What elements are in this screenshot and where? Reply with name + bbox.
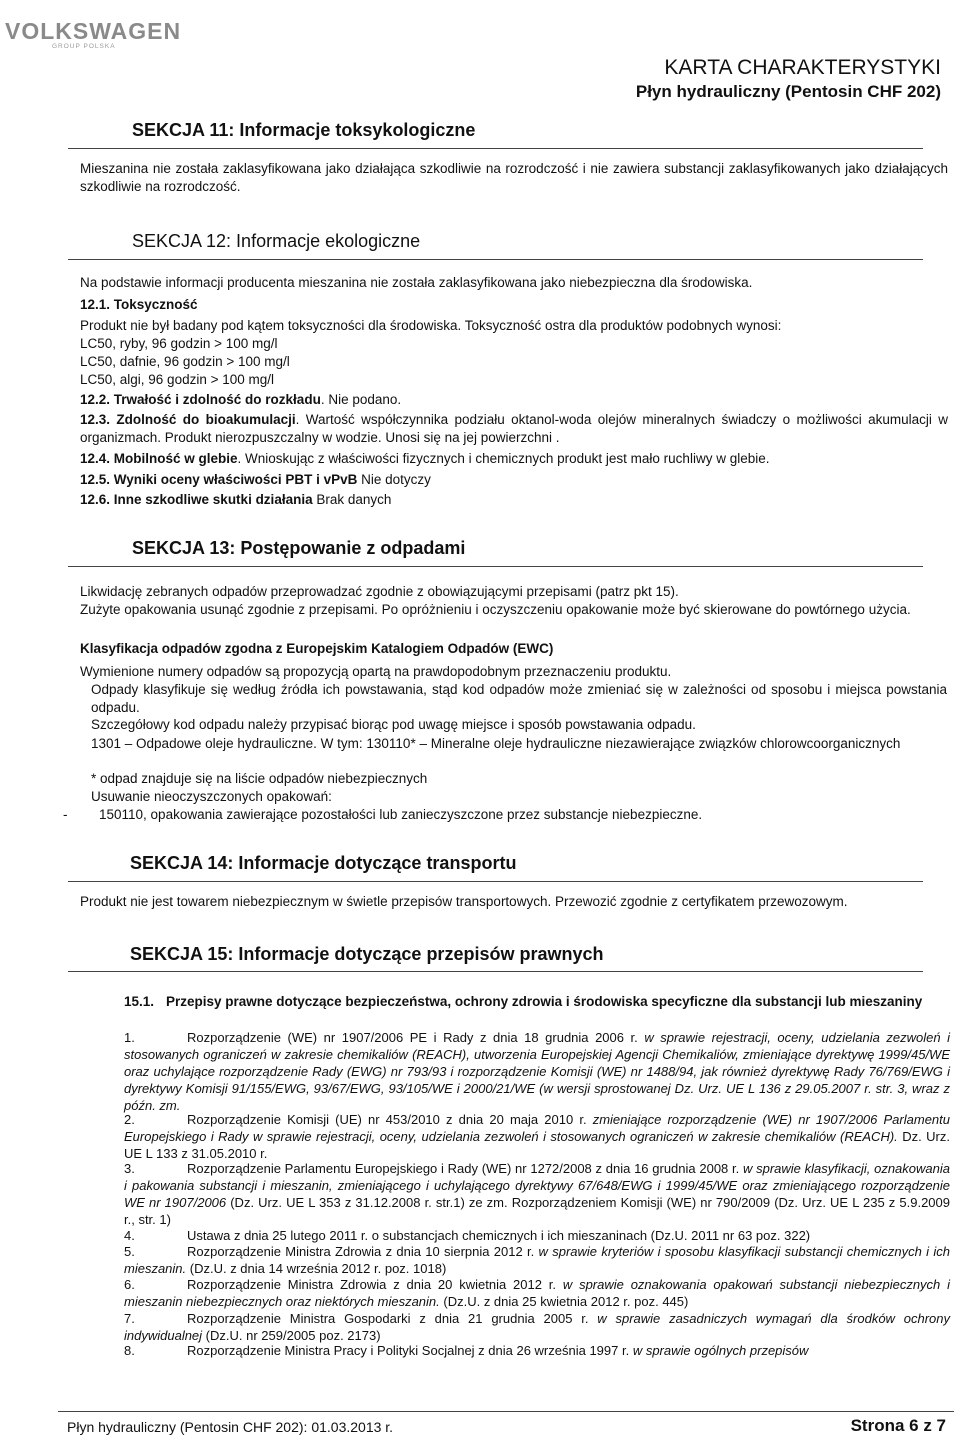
- section-12-5-text: Nie dotyczy: [357, 472, 431, 487]
- section-12-intro: Na podstawie informacji producenta mieszanina nie została zaklasyfikowana jako niebezpieczna dla środowiska.: [80, 275, 753, 290]
- regulation-title: Rozporządzenie (WE) nr 1907/2006 PE i Rady z dnia 18 grudnia 2006 r.: [187, 1030, 638, 1045]
- ewc-intro: Wymienione numery odpadów są propozycją opartą na prawdopodobnym przeznaczeniu produktu.: [80, 664, 672, 679]
- ewc-heading: Klasyfikacja odpadów zgodna z Europejskim Katalogiem Odpadów (EWC): [80, 641, 554, 656]
- section-11-title: SEKCJA 11: Informacje toksykologiczne: [132, 120, 476, 140]
- section-12-3: [80, 411, 948, 447]
- section-12-1-heading: 12.1. Toksyczność: [80, 297, 198, 312]
- section-12-3-text: . Wartość współczynnika podziału oktanol-woda olejów mineralnych świadczy o możliwości akumulacji w organizmach. Produkt nierozpuszczalny w wodzie. Unosi się na jej powierzchni .: [80, 412, 948, 445]
- regulation-number: 4.: [124, 1228, 135, 1243]
- section-14-rule: [68, 881, 923, 882]
- section-13-line2: Zużyte opakowania usunąć zgodnie z przepisami. Po opróżnieniu i oczyszczeniu opakowanie może być skierowane do powtórnego użycia.: [80, 602, 911, 617]
- lc50-line: LC50, ryby, 96 godzin > 100 mg/l: [80, 336, 278, 351]
- section-12-4: [80, 450, 948, 468]
- regulation-number: 6.: [124, 1277, 135, 1292]
- section-15-title: SEKCJA 15: Informacje dotyczące przepisów prawnych: [130, 944, 604, 964]
- section-12-2-label: 12.2. Trwałość i zdolność do rozkładu: [80, 392, 321, 407]
- regulation-source: (Dz.U. nr 259/2005 poz. 2173): [202, 1328, 381, 1343]
- footer-product-date: Płyn hydrauliczny (Pentosin CHF 202): 01.03.2013 r.: [67, 1419, 394, 1435]
- footer-rule: [58, 1411, 954, 1412]
- regulation-title: Rozporządzenie Komisji (UE) nr 453/2010 z dnia 20 maja 2010 r.: [187, 1112, 587, 1127]
- regulation-item: [124, 1111, 950, 1162]
- regulation-subject: w sprawie ogólnych przepisów: [629, 1343, 809, 1358]
- section-12-2-text: . Nie podano.: [320, 392, 402, 407]
- regulation-item: [124, 1029, 950, 1114]
- section-12-6: [80, 491, 948, 509]
- regulation-source: Dz. Urz. UE L 133 z 31.05.2010 r.: [124, 1129, 950, 1161]
- regulation-item: [124, 1160, 950, 1228]
- section-12-4-text: . Wnioskując z właściwości fizycznych i chemicznych produkt jest mało ruchliwy w glebie.: [237, 451, 770, 466]
- section-12-4-label: 12.4. Mobilność w glebie: [80, 451, 238, 466]
- regulation-source: (Dz.U. z dnia 25 kwietnia 2012 r. poz. 445): [439, 1294, 689, 1309]
- section-12-3-label: 12.3. Zdolność do bioakumulacji: [80, 412, 296, 427]
- regulation-title: Rozporządzenie Ministra Zdrowia z dnia 20 kwietnia 2012 r.: [187, 1277, 557, 1292]
- regulation-subject: w sprawie rejestracji, oceny, udzielania zezwoleń i stosowanych ograniczeń w zakresie chemikaliów (REACH), utworzenia Europejskiej Agencji Chemikaliów, zmieniające dyrektywę 1999/45/WE oraz uchylające rozporządzenie Rady (EWG) nr 793/93 i rozporządzenie Komisji (WE) nr 1488/94, jak również dyrektywę Rady 76/769/EWG i dyrektywy Komisji 91/155/EWG, 93/67/EWG, 93/105/WE i 2000/21/WE (w wersji sprostowanej Dz. Urz. UE L 136 z 29.05.2007 r. str. 3, wraz z późn. zm.: [124, 1030, 950, 1113]
- regulation-item: [124, 1310, 950, 1344]
- section-14-title: SEKCJA 14: Informacje dotyczące transportu: [130, 853, 517, 873]
- document-subtitle: Płyn hydrauliczny (Pentosin CHF 202): [635, 82, 941, 101]
- section-15-1-heading: Przepisy prawne dotyczące bezpieczeństwa, ochrony zdrowia i środowiska specyficzne dla substancji lub mieszaniny: [166, 994, 923, 1009]
- regulation-subject: w sprawie kryteriów i sposobu klasyfikacji substancji chemicznych i ich mieszanin.: [124, 1244, 950, 1276]
- section-11-rule: [68, 148, 923, 149]
- section-13-title: SEKCJA 13: Postępowanie z odpadami: [132, 538, 466, 558]
- regulation-number: 3.: [124, 1161, 135, 1176]
- section-12-rule: [68, 259, 923, 260]
- document-title: KARTA CHARAKTERYSTYKI: [664, 56, 941, 79]
- regulation-title: Rozporządzenie Ministra Pracy i Polityki Socjalnej z dnia 26 września 1997 r.: [187, 1343, 630, 1358]
- regulation-number: 7.: [124, 1311, 135, 1326]
- lc50-line: LC50, dafnie, 96 godzin > 100 mg/l: [80, 354, 290, 369]
- regulation-item: [124, 1342, 950, 1359]
- regulation-item: [124, 1227, 950, 1244]
- section-12-5: [80, 471, 948, 489]
- regulation-subject: w sprawie klasyfikacji, oznakowania i pakowania substancji i mieszanin, zmieniającego i uchylającego dyrektywy 67/648/EWG i 1999/45/WE oraz zmieniającego rozporządzenie WE nr 1907/2006: [124, 1161, 950, 1210]
- brand-logo-subtitle: GROUP POLSKA: [52, 43, 116, 50]
- regulation-item: [124, 1243, 950, 1277]
- lc50-line: LC50, algi, 96 godzin > 100 mg/l: [80, 372, 275, 387]
- ewc-paragraph: * odpad znajduje się na liście odpadów niebezpiecznych: [91, 771, 428, 786]
- regulation-source: (Dz.U. z dnia 14 września 2012 r. poz. 1018): [186, 1261, 447, 1276]
- section-12-5-label: 12.5. Wyniki oceny właściwości PBT i vPvB: [80, 472, 358, 487]
- section-15-rule: [68, 971, 923, 972]
- section-12-6-label: 12.6. Inne szkodliwe skutki działania: [80, 492, 313, 507]
- regulation-title: Rozporządzenie Ministra Zdrowia z dnia 10 sierpnia 2012 r.: [187, 1244, 535, 1259]
- ewc-paragraph: Usuwanie nieoczyszczonych opakowań:: [91, 789, 332, 804]
- regulation-title: Ustawa z dnia 25 lutego 2011 r. o substancjach chemicznych i ich mieszaninach (Dz.U. 2011 nr 63 poz. 322): [187, 1228, 811, 1243]
- section-12-title: SEKCJA 12: Informacje ekologiczne: [132, 231, 421, 251]
- section-14-text: Produkt nie jest towarem niebezpiecznym w świetle przepisów transportowych. Przewozić zgodnie z certyfikatem przewozowym.: [80, 894, 848, 909]
- regulation-number: 2.: [124, 1112, 135, 1127]
- regulation-subject: zmieniające rozporządzenie (WE) nr 1907/2006 Parlamentu Europejskiego i Rady w sprawie rejestracji, oceny, udzielania zezwoleń i stosowanych ograniczeń w zakresie chemikaliów (REACH).: [124, 1112, 950, 1144]
- ewc-paragraph: Odpady klasyfikuje się według źródła ich powstawania, stąd kod odpadów może zmieniać się w zależności od sposobu i miejsca powstania odpadu.: [91, 682, 947, 715]
- section-13-rule: [68, 566, 923, 567]
- section-12-2: [80, 391, 948, 409]
- regulation-source: (Dz. Urz. UE L 353 z 31.12.2008 r. str.1) ze zm. Rozporządzeniem Komisji (WE) nr 790/2009 (Dz. Urz. UE L 235 z 5.9.2009 r., str. 1): [124, 1195, 950, 1227]
- regulation-subject: w sprawie oznakowania opakowań substancji niebezpiecznych i mieszanin niebezpiecznych oraz niektórych mieszanin.: [124, 1277, 951, 1309]
- list-dash: -: [63, 807, 68, 822]
- regulation-title: Rozporządzenie Ministra Gospodarki z dnia 21 grudnia 2005 r.: [187, 1311, 589, 1326]
- regulation-number: 5.: [124, 1244, 135, 1259]
- section-12-6-text: Brak danych: [312, 492, 392, 507]
- brand-logo: VOLKSWAGEN: [5, 18, 182, 44]
- section-15-1-number: 15.1.: [124, 994, 155, 1009]
- regulation-number: 8.: [124, 1343, 135, 1358]
- ewc-waste-code: 1301 – Odpadowe oleje hydrauliczne. W tym: 130110* – Mineralne oleje hydrauliczne niezawierające związków chlorowcoorganicznych: [91, 736, 901, 751]
- ewc-paragraph: Szczegółowy kod odpadu należy przypisać biorąc pod uwagę miejsce i sposób powstawania odpadu.: [91, 717, 696, 732]
- regulation-item: [124, 1276, 950, 1310]
- section-12-1-text: Produkt nie był badany pod kątem toksyczności dla środowiska. Toksyczność ostra dla produktów podobnych wynosi:: [80, 318, 782, 333]
- section-11-text: Mieszanina nie została zaklasyfikowana jako działająca szkodliwie na rozrodczość i nie zawiera substancji zaklasyfikowanych jako działających szkodliwie na rozrodczość.: [80, 161, 948, 194]
- regulation-number: 1.: [124, 1030, 135, 1045]
- section-13-line1: Likwidację zebranych odpadów przeprowadzać zgodnie z obowiązującymi przepisami (patrz pkt 15).: [80, 584, 679, 599]
- ewc-packaging-code: 150110, opakowania zawierające pozostałości lub zanieczyszczone przez substancje niebezpieczne.: [99, 807, 703, 822]
- regulation-title: Rozporządzenie Parlamentu Europejskiego i Rady (WE) nr 1272/2008 z dnia 16 grudnia 2008 r.: [187, 1161, 740, 1176]
- page-number: Strona 6 z 7: [850, 1416, 946, 1435]
- regulation-subject: w sprawie zasadniczych wymagań dla środków ochrony indywidualnej: [124, 1311, 951, 1343]
